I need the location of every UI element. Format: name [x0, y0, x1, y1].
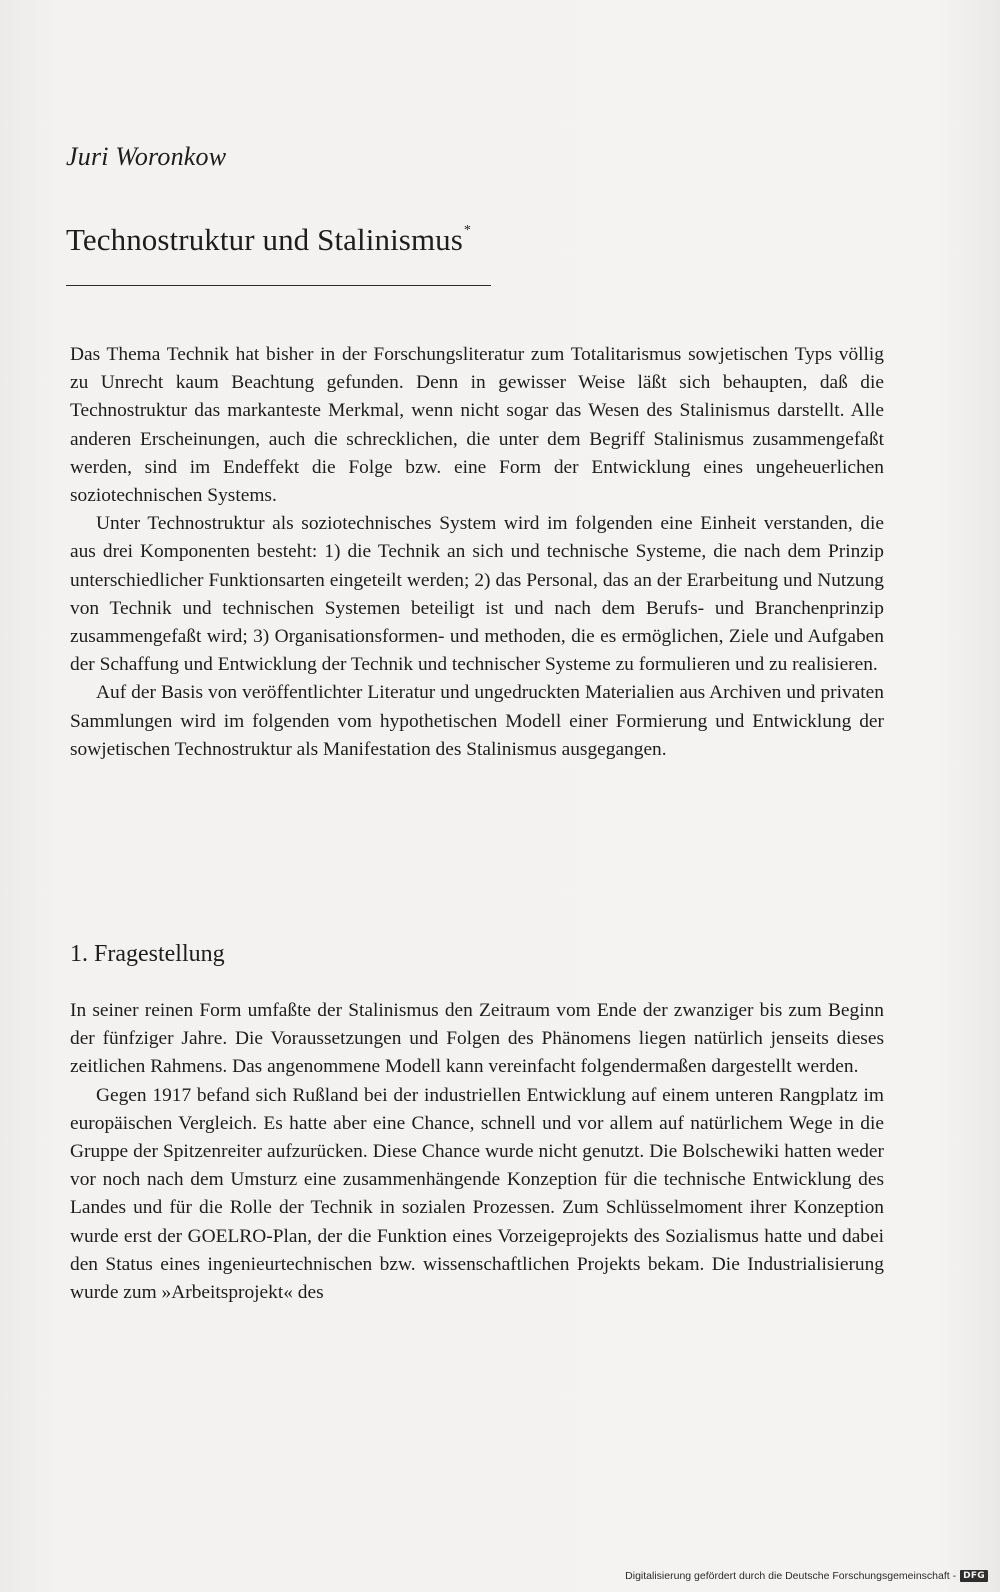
section-text-block: [70, 997, 884, 1307]
intro-paragraph-3: Auf der Basis von veröffentlichter Literatur und ungedruckten Materialien aus Archiven und privaten Sammlungen wird im folgenden vom hypothetischen Modell einer Formierung und Entwicklung der sowjetischen Technostruktur als Manifestation des Stalinismus ausgegangen.: [70, 682, 884, 760]
author-name: Juri Woronkow: [66, 142, 227, 171]
intro-paragraph-2: Unter Technostruktur als soziotechnisches System wird im folgenden eine Einheit verstanden, die aus drei Komponenten besteht: 1) die Technik an sich und technische Systeme, die nach dem Prinzip unterschiedlicher Funktionsarten eingeteilt werden; 2) das Personal, das an der Erarbeitung und Nutzung von Technik und technischen Systemen beteiligt ist und nach dem Berufs- und Branchenprinzip zusammengefaßt wird; 3) Organisationsformen- und methoden, die es ermöglichen, Ziele und Aufgaben der Schaffung und Entwicklung der Technik und technischer Systeme zu formulieren und zu realisieren.: [70, 513, 884, 676]
article-title-text: Technostruktur und Stalinismus: [66, 222, 463, 257]
title-underline-rule: [66, 285, 491, 286]
footer-credit-text: Digitalisierung gefördert durch die Deutsche Forschungsgemeinschaft -: [625, 1570, 957, 1582]
section-heading: 1. Fragestellung: [70, 941, 225, 967]
section-paragraph-2: Gegen 1917 befand sich Rußland bei der industriellen Entwicklung auf einem unteren Rangplatz im europäischen Vergleich. Es hatte aber eine Chance, schnell und vor allem auf natürlichem Wege in die Gruppe der Spitzenreiter aufzurücken. Diese Chance wurde nicht genutzt. Die Bolschewiki hatten weder vor noch nach dem Umsturz eine zusammenhängende Konzeption für die technische Entwicklung des Landes und für die Rolle der Technik in sozialen Prozessen. Zum Schlüsselmoment ihrer Konzeption wurde erst der GOELRO-Plan, der die Funktion eines Vorzeigeprojekts des Sozialismus hatte und dabei den Status eines ingenieurtechnischen bzw. wissenschaftlichen Projekts bekam. Die Industrialisierung wurde zum »Arbeitsprojekt« des: [70, 1084, 884, 1304]
digitization-footer: [625, 1570, 988, 1582]
article-title: [66, 222, 471, 258]
intro-text-block: [70, 341, 884, 764]
section-paragraph-1: In seiner reinen Form umfaßte der Stalinismus den Zeitraum vom Ende der zwanziger bis zum Beginn der fünfziger Jahre. Die Voraussetzungen und Folgen des Phänomens liegen natürlich jenseits dieses zeitlichen Rahmens. Das angenommene Modell kann vereinfacht folgendermaßen dargestellt werden.: [70, 1000, 884, 1078]
dfg-logo-icon: DFG: [960, 1570, 988, 1582]
footnote-marker[interactable]: *: [463, 223, 472, 238]
intro-paragraph-1: Das Thema Technik hat bisher in der Forschungsliteratur zum Totalitarismus sowjetischen Typs völlig zu Unrecht kaum Beachtung gefunden. Denn in gewisser Weise läßt sich behaupten, daß die Technostruktur das markanteste Merkmal, wenn nicht sogar das Wesen des Stalinismus darstellt. Alle anderen Erscheinungen, auch die schrecklichen, die unter dem Begriff Stalinismus zusammengefaßt werden, sind im Endeffekt die Folge bzw. eine Form der Entwicklung eines ungeheuerlichen soziotechnischen Systems.: [70, 344, 884, 507]
